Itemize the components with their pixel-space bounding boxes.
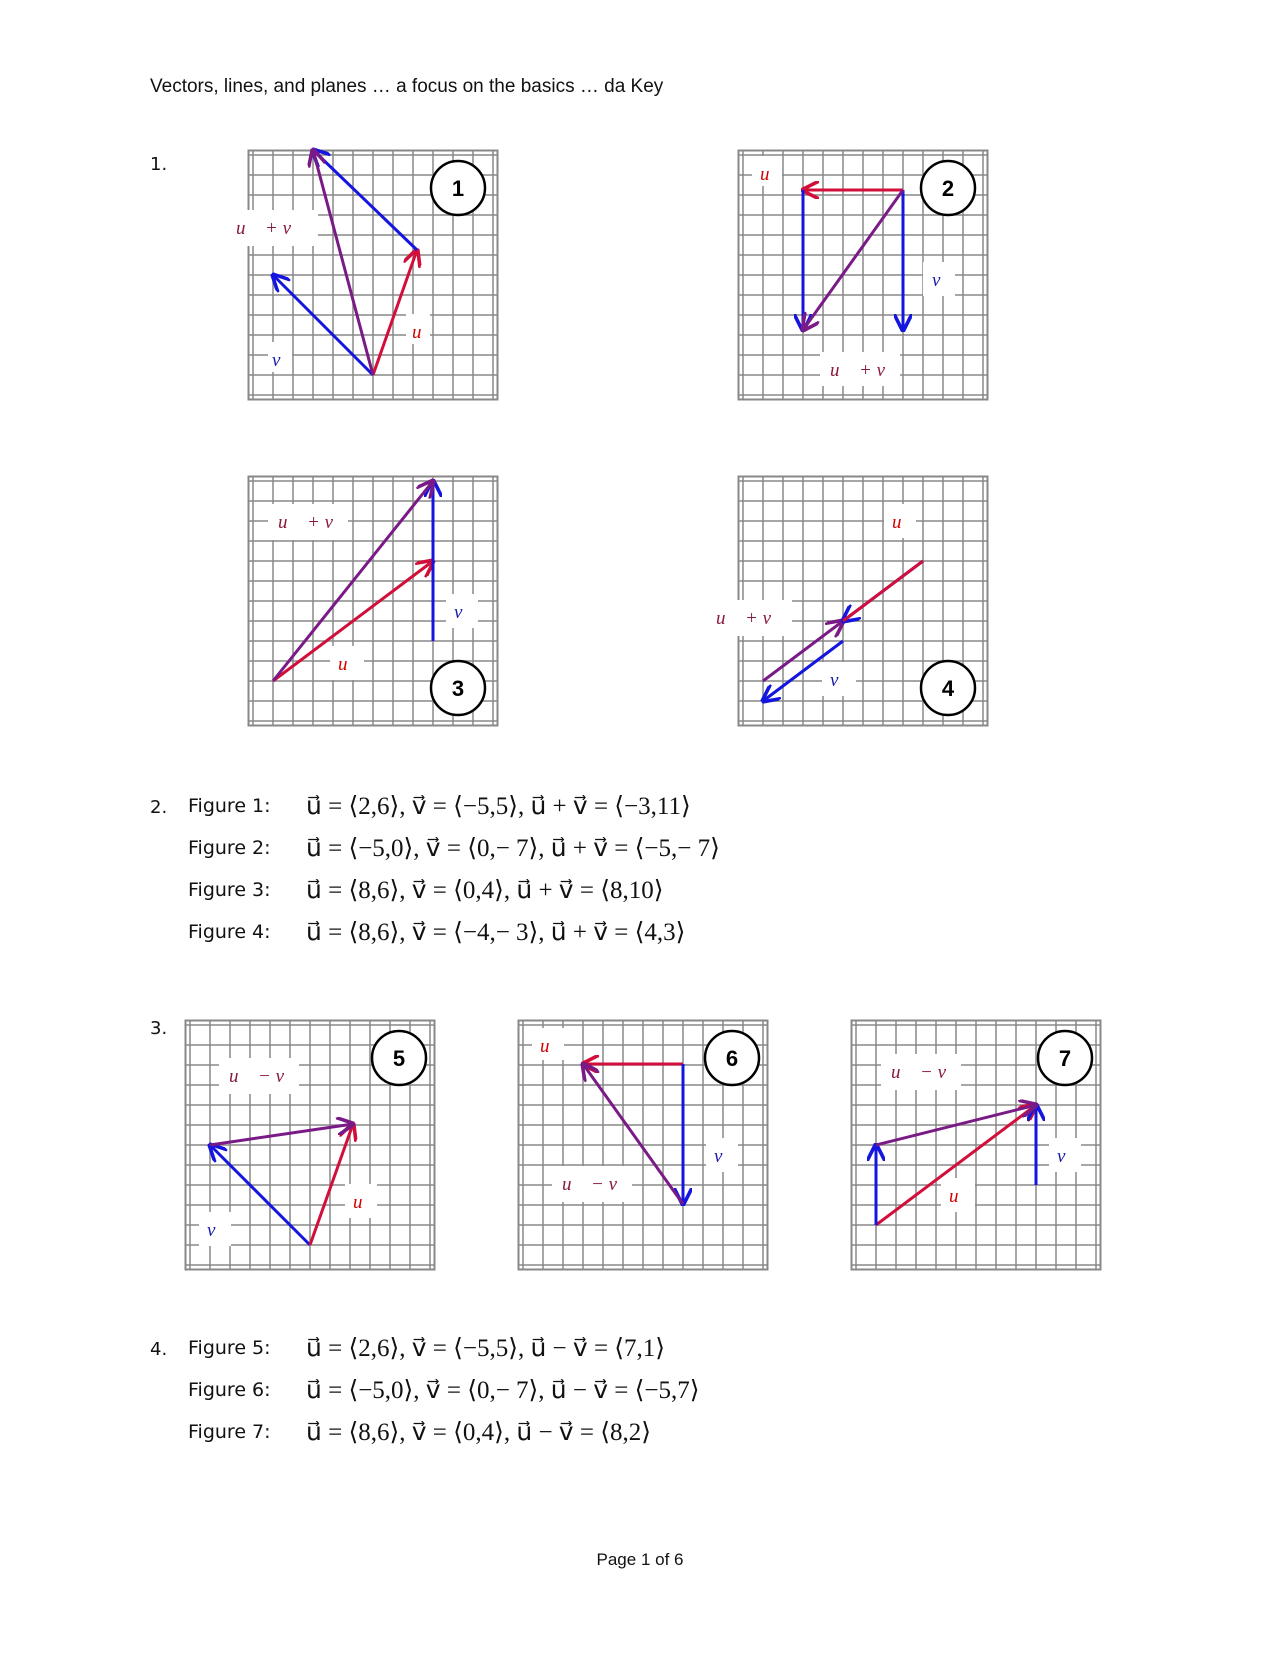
label-v: v⃗ bbox=[714, 1146, 738, 1167]
label-v: v⃗ bbox=[207, 1220, 231, 1241]
figure-number: 6 bbox=[725, 1046, 739, 1071]
label-u-minus-v: u⃗ − v⃗ bbox=[891, 1062, 961, 1083]
label-v: v⃗ bbox=[272, 350, 296, 371]
answer-row bbox=[188, 830, 1088, 866]
answer-figure-name: Figure 7: bbox=[188, 1421, 271, 1443]
label-u: u⃗ bbox=[892, 512, 917, 533]
figure-6 bbox=[518, 1020, 768, 1270]
answer-expression: u⃗ = ⟨8,6⟩, v⃗ = ⟨0,4⟩, u⃗ − v⃗ = ⟨8,2⟩ bbox=[306, 1419, 651, 1446]
answer-figure-name: Figure 4: bbox=[188, 921, 271, 943]
question-number-4: 4. bbox=[150, 1339, 168, 1360]
answer-figure-name: Figure 3: bbox=[188, 879, 271, 901]
answer-expression: u⃗ = ⟨2,6⟩, v⃗ = ⟨−5,5⟩, u⃗ − v⃗ = ⟨7,1⟩ bbox=[306, 1335, 666, 1362]
answer-expression: u⃗ = ⟨−5,0⟩, v⃗ = ⟨0,− 7⟩, u⃗ + v⃗ = ⟨−5,− 7⟩ bbox=[306, 835, 720, 862]
figure-number: 4 bbox=[941, 676, 955, 701]
label-u: u⃗ bbox=[353, 1192, 378, 1213]
label-u: u⃗ bbox=[412, 322, 437, 343]
answer-expression: u⃗ = ⟨8,6⟩, v⃗ = ⟨−4,− 3⟩, u⃗ + v⃗ = ⟨4,3⟩ bbox=[306, 919, 686, 946]
vector-u-plus-v bbox=[803, 190, 903, 330]
figure-number: 2 bbox=[941, 176, 955, 201]
label-u-minus-v: u⃗ − v⃗ bbox=[562, 1174, 632, 1195]
label-u: u⃗ bbox=[540, 1036, 565, 1057]
answer-figure-name: Figure 6: bbox=[188, 1379, 271, 1401]
figure-7 bbox=[851, 1020, 1101, 1270]
label-v: v⃗ bbox=[454, 602, 478, 623]
label-u: u⃗ bbox=[760, 164, 785, 185]
question-number-2: 2. bbox=[150, 797, 168, 818]
label-u-plus-v: u⃗ + v⃗ bbox=[278, 512, 348, 533]
figure-2 bbox=[738, 150, 988, 400]
answer-expression: u⃗ = ⟨−5,0⟩, v⃗ = ⟨0,− 7⟩, u⃗ − v⃗ = ⟨−5,7⟩ bbox=[306, 1377, 700, 1404]
label-u: u⃗ bbox=[338, 654, 363, 675]
answer-row bbox=[188, 1414, 1088, 1450]
label-u-plus-v: u⃗ + v⃗ bbox=[830, 360, 900, 381]
label-u-minus-v: u⃗ − v⃗ bbox=[229, 1066, 299, 1087]
label-u-plus-v: u⃗ + v⃗ bbox=[716, 608, 786, 629]
answer-expression: u⃗ = ⟨2,6⟩, v⃗ = ⟨−5,5⟩, u⃗ + v⃗ = ⟨−3,11⟩ bbox=[306, 793, 691, 820]
figure-5 bbox=[185, 1020, 435, 1270]
vector-u-minus-v bbox=[210, 1124, 353, 1145]
question-number-3: 3. bbox=[150, 1018, 168, 1039]
answer-row bbox=[188, 872, 1088, 908]
figure-4 bbox=[716, 476, 988, 726]
answer-row bbox=[188, 788, 1088, 824]
label-v: v⃗ bbox=[1057, 1146, 1081, 1167]
vector-u-plus-v bbox=[313, 150, 373, 375]
answer-figure-name: Figure 1: bbox=[188, 795, 271, 817]
answer-row bbox=[188, 1330, 1088, 1366]
answer-row bbox=[188, 914, 1088, 950]
label-v: v⃗ bbox=[830, 670, 854, 691]
figure-number: 3 bbox=[451, 676, 465, 701]
figure-3 bbox=[248, 476, 498, 726]
answer-expression: u⃗ = ⟨8,6⟩, v⃗ = ⟨0,4⟩, u⃗ + v⃗ = ⟨8,10⟩ bbox=[306, 877, 664, 904]
answer-figure-name: Figure 2: bbox=[188, 837, 271, 859]
label-v: v⃗ bbox=[932, 270, 956, 291]
figure-number: 7 bbox=[1058, 1046, 1072, 1071]
answer-figure-name: Figure 5: bbox=[188, 1337, 271, 1359]
answer-row bbox=[188, 1372, 1088, 1408]
label-u: u⃗ bbox=[949, 1186, 974, 1207]
page-title: Vectors, lines, and planes … a focus on the basics … da Key bbox=[150, 76, 664, 97]
figure-number: 1 bbox=[451, 176, 465, 201]
label-u-plus-v: u⃗ + v⃗ bbox=[236, 218, 306, 239]
question-number-1: 1. bbox=[150, 154, 168, 175]
figure-number: 5 bbox=[392, 1046, 406, 1071]
figure-1 bbox=[236, 150, 498, 400]
vector-u bbox=[373, 250, 417, 375]
page-footer: Page 1 of 6 bbox=[596, 1550, 684, 1569]
